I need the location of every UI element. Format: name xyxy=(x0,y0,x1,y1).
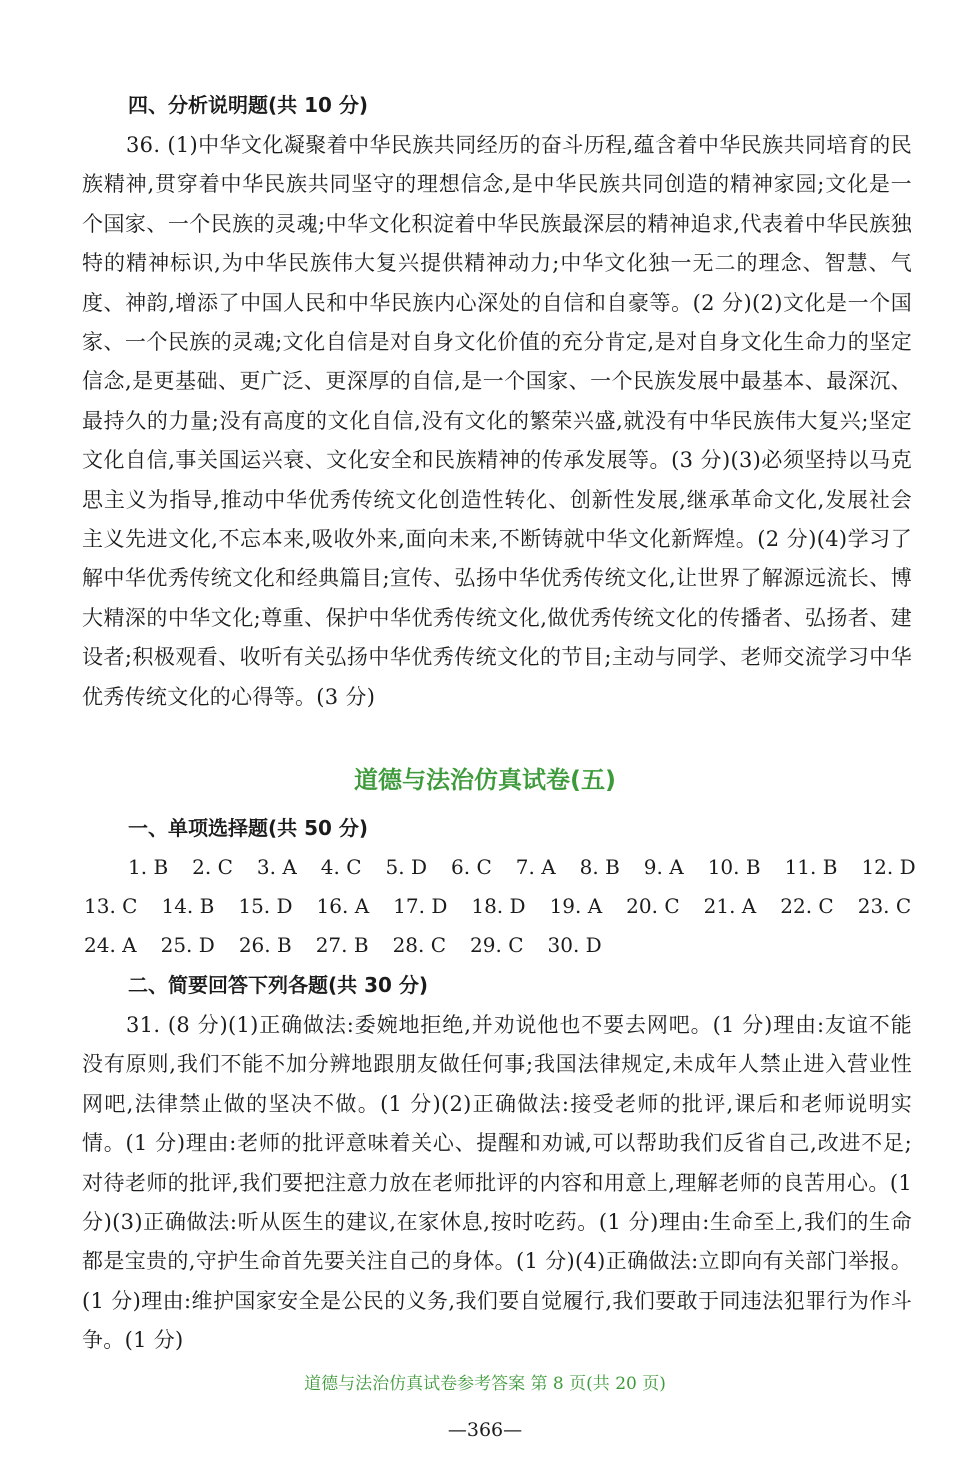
q36-answer: 36. (1)中华文化凝聚着中华民族共同经历的奋斗历程,蕴含着中华民族共同培育的民族精神,贯穿着中华民族共同坚守的理想信念,是中华民族共同创造的精神家园;文化是一个国家、一个民族的灵魂;中华文化积淀着中华民族最深层的精神追求,代表着中华民族独特的精神标识,为中华民族伟大复兴提供精神动力;中华文化独一无二的理念、智慧、气度、神韵,增添了中国人民和中华民族内心深处的自信和自豪等。(2 分)(2)文化是一个国家、一个民族的灵魂;文化自信是对自身文化价值的充分肯定,是对自身文化生命力的坚定信念,是更基础、更广泛、更深厚的自信,是一个国家、一个民族发展中最基本、最深沉、最持久的力量;没有高度的文化自信,没有文化的繁荣兴盛,就没有中华民族伟大复兴;坚定文化自信,事关国运兴衰、文化安全和民族精神的传承发展等。(3 分)(3)必须坚持以马克思主义为指导,推动中华优秀传统文化创造性转化、创新性发展,继承革命文化,发展社会主义先进文化,不忘本来,吸收外来,面向未来,不断铸就中华文化新辉煌。(2 分)(4)学习了解中华优秀传统文化和经典篇目;宣传、弘扬中华优秀传统文化,让世界了解源远流长、博大精深的中华文化;尊重、保护中华优秀传统文化,做优秀传统文化的传播者、弘扬者、建设者;积极观看、收听有关弘扬中华优秀传统文化的节目;主动与同学、老师交流学习中华优秀传统文化的心得等。(3 分) xyxy=(82,133,912,709)
answer-item: 16. A xyxy=(316,894,370,918)
answer-item: 17. D xyxy=(393,894,448,918)
answer-item: 26. B xyxy=(238,933,292,957)
answer-item: 19. A xyxy=(549,894,603,918)
part2-heading: 二、简要回答下列各题(共 30 分) xyxy=(128,973,429,997)
answer-row-2 xyxy=(84,891,935,921)
exam5-title: 道德与法治仿真试卷(五) xyxy=(354,766,616,794)
answer-item: 8. B xyxy=(579,855,620,879)
answer-item: 22. C xyxy=(780,894,834,918)
running-footer: 道德与法治仿真试卷参考答案 第 8 页(共 20 页) xyxy=(304,1374,666,1394)
answer-item: 5. D xyxy=(385,855,428,879)
part4-heading: 四、分析说明题(共 10 分) xyxy=(128,93,369,117)
answer-item: 7. A xyxy=(515,855,556,879)
answer-item: 18. D xyxy=(471,894,526,918)
answer-item: 10. B xyxy=(707,855,761,879)
answer-item: 1. B xyxy=(128,855,169,879)
answer-item: 25. D xyxy=(160,933,215,957)
q31-answer: 31. (8 分)(1)正确做法:委婉地拒绝,并劝说他也不要去网吧。(1 分)理由:友谊不能没有原则,我们不能不加分辨地跟朋友做任何事;我国法律规定,未成年人禁止进入营业性网吧,法律禁止做的坚决不做。(1 分)(2)正确做法:接受老师的批评,课后和老师说明实情。(1 分)理由:老师的批评意味着关心、提醒和劝诫,可以帮助我们反省自己,改进不足;对待老师的批评,我们要把注意力放在老师批评的内容和用意上,理解老师的良苦用心。(1 分)(3)正确做法:听从医生的建议,在家休息,按时吃药。(1 分)理由:生命至上,我们的生命都是宝贵的,守护生命首先要关注自己的身体。(1 分)(4)正确做法:立即向有关部门举报。(1 分)理由:维护国家安全是公民的义务,我们要自觉履行,我们要敢于同违法犯罪行为作斗争。(1 分) xyxy=(82,1013,912,1353)
answer-item: 15. D xyxy=(238,894,293,918)
answer-item: 23. C xyxy=(857,894,912,918)
answer-item: 28. C xyxy=(392,933,447,957)
answer-item: 21. A xyxy=(703,894,757,918)
answer-row-3 xyxy=(84,930,626,960)
answer-item: 12. D xyxy=(861,855,916,879)
answer-item: 9. A xyxy=(643,855,684,879)
answer-item: 11. B xyxy=(784,855,838,879)
answer-item: 3. A xyxy=(256,855,297,879)
answer-item: 20. C xyxy=(626,894,680,918)
answer-item: 13. C xyxy=(84,894,138,918)
answer-item: 4. C xyxy=(320,855,362,879)
answer-item: 24. A xyxy=(84,933,137,957)
answer-row-1 xyxy=(128,852,940,882)
answer-item: 30. D xyxy=(547,933,602,957)
answer-item: 29. C xyxy=(470,933,524,957)
answer-item: 27. B xyxy=(315,933,369,957)
answer-item: 2. C xyxy=(192,855,233,879)
part1-heading: 一、单项选择题(共 50 分) xyxy=(128,816,369,840)
answer-item: 14. B xyxy=(161,894,215,918)
answer-item: 6. C xyxy=(451,855,492,879)
page-number: —366— xyxy=(447,1419,523,1441)
